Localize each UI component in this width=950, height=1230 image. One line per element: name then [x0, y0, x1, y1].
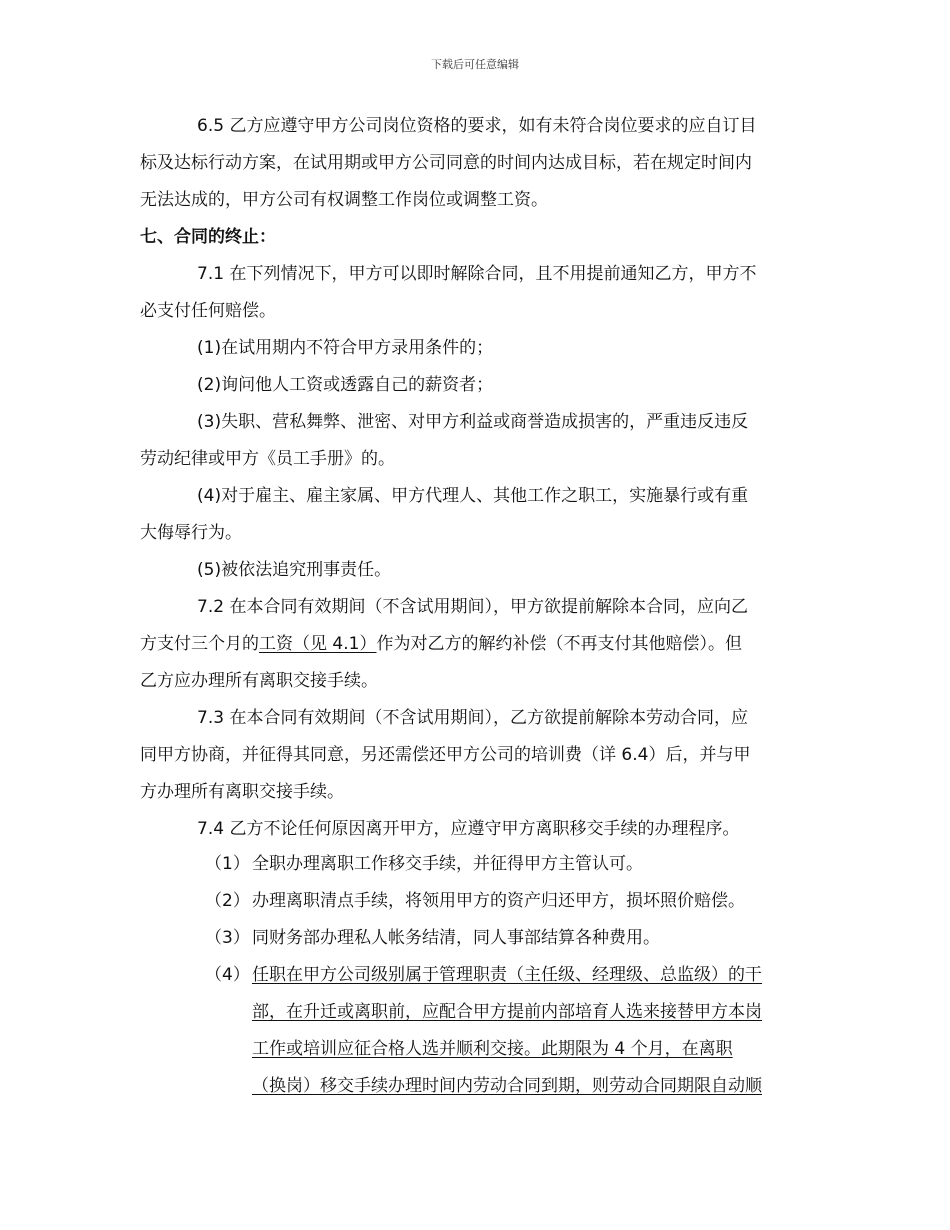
paragraph-7-3-line-3: 方办理所有离职交接手续。 [140, 782, 344, 802]
list-item-7-4-2: 办理离职清点手续，将领用甲方的资产归还甲方，损坏照价赔偿。 [252, 891, 745, 911]
section-heading-7: 七、合同的终止： [140, 227, 276, 247]
paragraph-7-2-line-2 [140, 632, 742, 656]
list-item-7-4-4-line-4: （换岗）移交手续办理时间内劳动合同到期，则劳动合同期限自动顺 [252, 1076, 762, 1096]
list-item-7-1-1: (1)在试用期内不符合甲方录用条件的； [197, 338, 494, 358]
paragraph-7-2-text: 方支付三个月的 [140, 634, 259, 654]
list-item-7-4-4-line-2: 部，在升迁或离职前，应配合甲方提前内部培育人选来接替甲方本岗 [252, 1002, 762, 1022]
list-number-7-4-1: （1） [205, 854, 250, 874]
paragraph-7-4-intro: 7.4 乙方不论任何原因离开甲方，应遵守甲方离职移交手续的办理程序。 [197, 819, 740, 839]
list-item-7-1-3-line-2: 劳动纪律或甲方《员工手册》的。 [140, 449, 395, 469]
list-item-7-1-2: (2)询问他人工资或透露自己的薪资者； [197, 375, 494, 395]
paragraph-7-2-line-1: 7.2 在本合同有效期间（不含试用期间），甲方欲提前解除本合同，应向乙 [197, 597, 748, 617]
salary-reference-underlined: 工资（见 4.1） [259, 634, 377, 654]
list-item-7-4-3: 同财务部办理私人帐务结清，同人事部结算各种费用。 [252, 928, 660, 948]
list-number-7-4-3: （3） [205, 928, 250, 948]
paragraph-7-3-line-1: 7.3 在本合同有效期间（不含试用期间），乙方欲提前解除本劳动合同，应 [197, 708, 748, 728]
paragraph-7-1-line-1: 7.1 在下列情况下，甲方可以即时解除合同，且不用提前通知乙方，甲方不 [197, 264, 757, 284]
list-item-7-4-4-line-1: 任职在甲方公司级别属于管理职责（主任级、经理级、总监级）的干 [252, 965, 762, 985]
paragraph-6-5-line-1: 6.5 乙方应遵守甲方公司岗位资格的要求，如有未符合岗位要求的应自订目 [197, 116, 757, 136]
list-item-7-1-5: (5)被依法追究刑事责任。 [197, 560, 392, 580]
list-item-7-4-1: 全职办理离职工作移交手续，并征得甲方主管认可。 [252, 854, 643, 874]
paragraph-7-2-text: 作为对乙方的解约补偿（不再支付其他赔偿）。但 [376, 634, 742, 654]
list-item-7-1-4-line-1: (4)对于雇主、雇主家属、甲方代理人、其他工作之职工，实施暴行或有重 [197, 486, 749, 506]
paragraph-7-3-line-2: 同甲方协商，并征得其同意，另还需偿还甲方公司的培训费（详 6.4）后，并与甲 [140, 745, 751, 765]
paragraph-7-2-line-3: 乙方应办理所有离职交接手续。 [140, 671, 378, 691]
page-header: 下载后可任意编辑 [431, 58, 519, 71]
list-number-7-4-4: （4） [205, 965, 250, 985]
list-item-7-4-4-line-3: 工作或培训应征合格人选并顺利交接。此期限为 4 个月，在离职 [252, 1039, 733, 1059]
list-item-7-1-3-line-1: (3)失职、营私舞弊、泄密、对甲方利益或商誉造成损害的，严重违反违反 [197, 412, 749, 432]
paragraph-6-5-line-2: 标及达标行动方案，在试用期或甲方公司同意的时间内达成目标，若在规定时间内 [140, 153, 752, 173]
paragraph-7-1-line-2: 必支付任何赔偿。 [140, 301, 276, 321]
paragraph-6-5-line-3: 无法达成的，甲方公司有权调整工作岗位或调整工资。 [140, 190, 548, 210]
list-item-7-1-4-line-2: 大侮辱行为。 [140, 523, 242, 543]
list-number-7-4-2: （2） [205, 891, 250, 911]
